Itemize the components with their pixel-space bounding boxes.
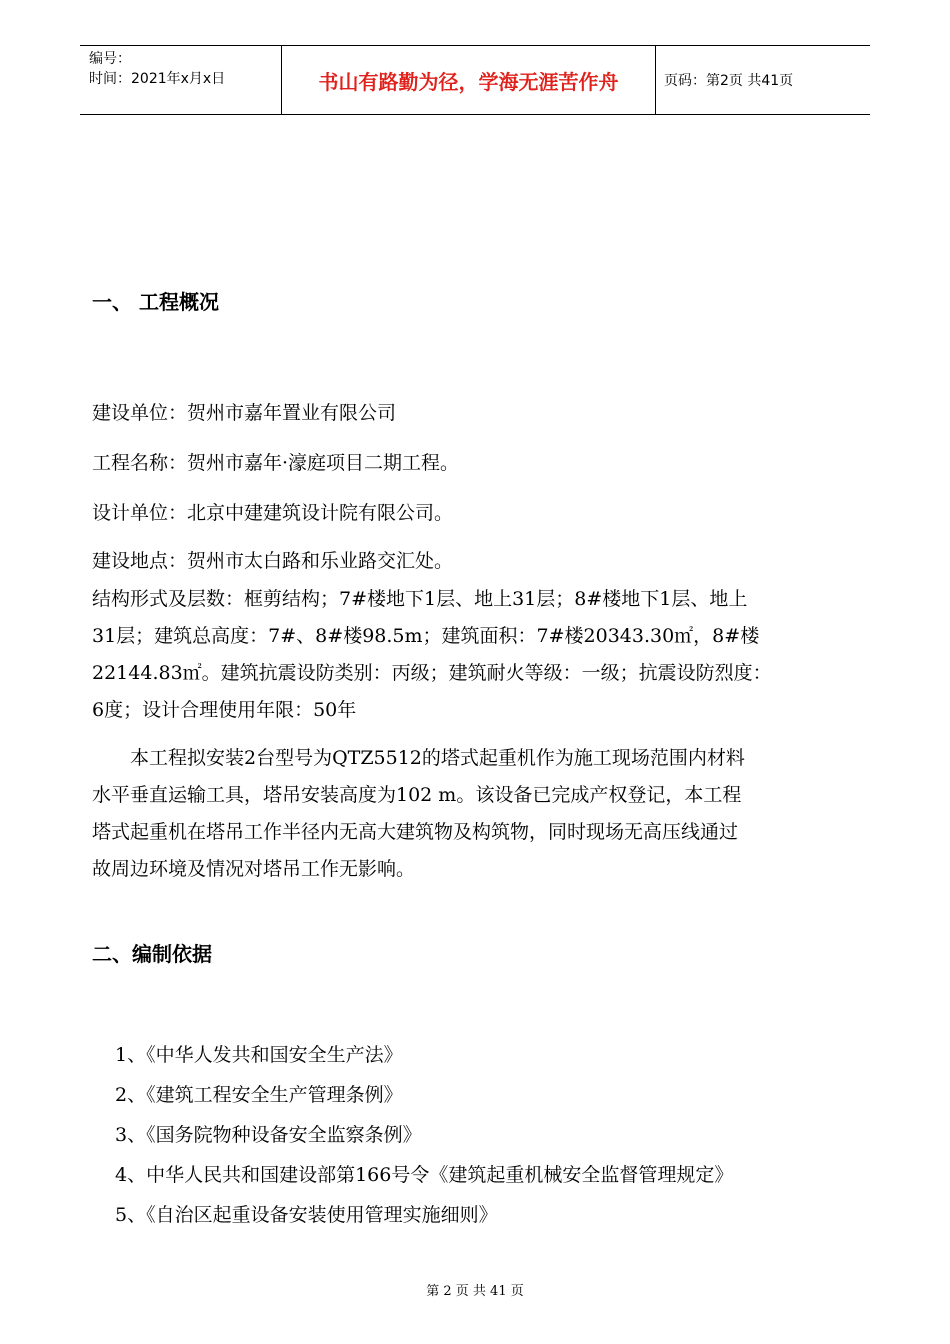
description-line: 塔式起重机在塔吊工作半径内无高大建筑物及构筑物，同时现场无高压线通过 xyxy=(92,821,739,843)
time-label: 时间：2021年x月x日 xyxy=(89,71,226,87)
basis-item: 3、《国务院物种设备安全监察条例》 xyxy=(115,1124,422,1146)
header-motto: 书山有路勤为径，学海无涯苦作舟 xyxy=(282,46,656,114)
structure-paragraph xyxy=(92,581,872,729)
structure-line: 结构形式及层数：框剪结构；7#楼地下1层、地上31层；8#楼地下1层、地上 xyxy=(92,588,748,610)
project-name: 工程名称：贺州市嘉年·濠庭项目二期工程。 xyxy=(92,452,460,474)
page-header xyxy=(80,45,870,115)
page-footer: 第 2 页 共 41 页 xyxy=(426,1284,524,1299)
construction-site: 建设地点：贺州市太白路和乐业路交汇处。 xyxy=(92,550,454,572)
description-line: 故周边环境及情况对塔吊工作无影响。 xyxy=(92,858,416,880)
number-label: 编号： xyxy=(89,51,131,67)
description-line: 本工程拟安装2台型号为QTZ5512的塔式起重机作为施工现场范围内材料 xyxy=(92,747,745,769)
basis-item: 4、中华人民共和国建设部第166号令《建筑起重机械安全监督管理规定》 xyxy=(115,1164,734,1186)
description-paragraph xyxy=(92,740,872,888)
construction-unit: 建设单位：贺州市嘉年置业有限公司 xyxy=(92,402,397,424)
header-page-info: 页码：第2页 共41页 xyxy=(664,73,794,89)
basis-item: 1、《中华人发共和国安全生产法》 xyxy=(115,1044,403,1066)
structure-line: 22144.83㎡。建筑抗震设防类别：丙级；建筑耐火等级：一级；抗震设防烈度： xyxy=(92,662,772,684)
structure-line: 6度；设计合理使用年限：50年 xyxy=(92,699,357,721)
structure-line: 31层；建筑总高度：7#、8#楼98.5m；建筑面积：7#楼20343.30㎡，8#楼 xyxy=(92,625,760,647)
basis-item: 2、《建筑工程安全生产管理条例》 xyxy=(115,1084,403,1106)
basis-item: 5、《自治区起重设备安装使用管理实施细则》 xyxy=(115,1204,498,1226)
section-title-overview: 一、 工程概况 xyxy=(92,290,219,314)
design-unit: 设计单位：北京中建建筑设计院有限公司。 xyxy=(92,502,454,524)
section-title-basis: 二、编制依据 xyxy=(92,942,212,966)
description-line: 水平垂直运输工具，塔吊安装高度为102 m。该设备已完成产权登记，本工程 xyxy=(92,784,742,806)
header-meta xyxy=(80,46,282,114)
